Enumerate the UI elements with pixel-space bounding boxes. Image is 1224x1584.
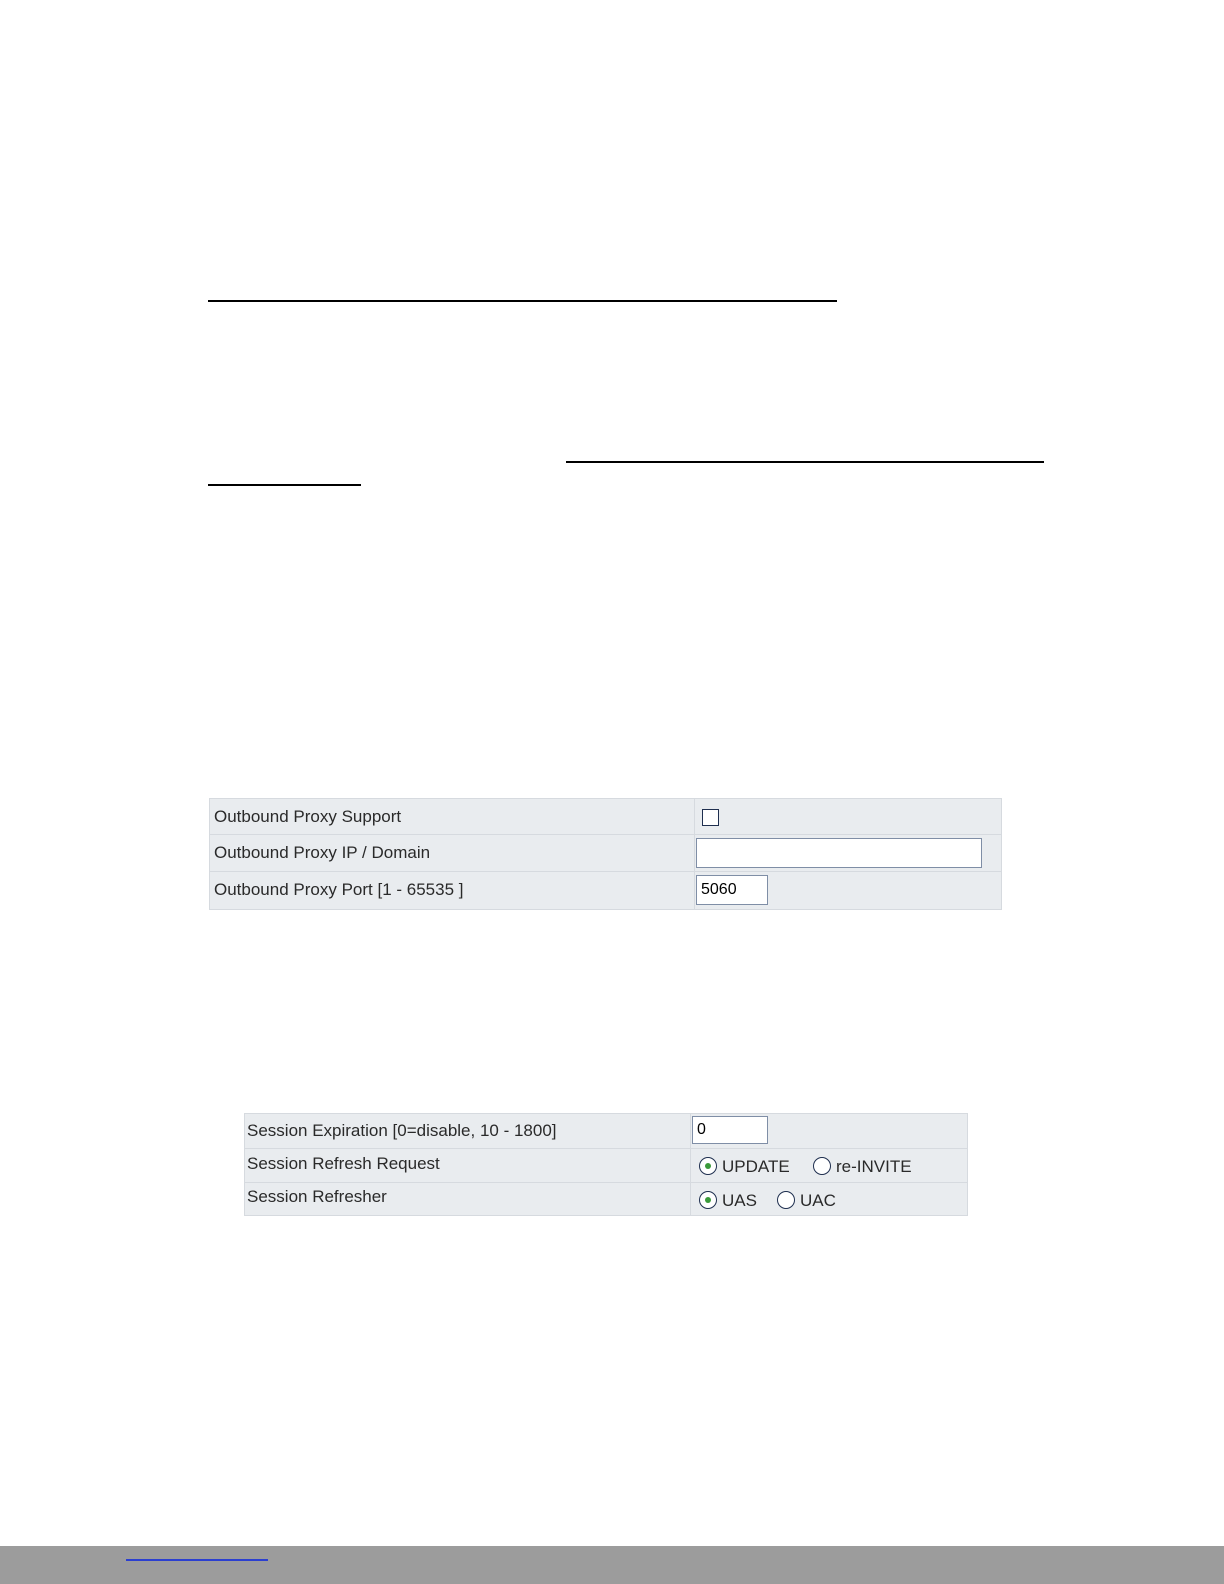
uac-radio-label: UAC <box>800 1191 836 1210</box>
uas-radio-label: UAS <box>722 1191 757 1210</box>
outbound-proxy-port-input[interactable] <box>696 875 768 905</box>
outbound-proxy-support-label: Outbound Proxy Support <box>214 807 402 826</box>
session-refresher-row <box>245 1183 967 1215</box>
outbound-proxy-port-label: Outbound Proxy Port [1 - 65535 ] <box>214 880 464 899</box>
outbound-proxy-support-row <box>210 799 1001 835</box>
underline-rule-3 <box>208 484 361 486</box>
outbound-proxy-ip-label: Outbound Proxy IP / Domain <box>214 843 431 862</box>
update-radio[interactable] <box>699 1157 717 1175</box>
uas-radio[interactable] <box>699 1191 717 1209</box>
outbound-proxy-ip-row <box>210 835 1001 872</box>
outbound-proxy-ip-input[interactable] <box>696 838 982 868</box>
outbound-proxy-port-row <box>210 872 1001 909</box>
footer-bar <box>0 1546 1224 1584</box>
re-invite-radio-label: re-INVITE <box>836 1157 912 1176</box>
session-expiration-row <box>245 1114 967 1149</box>
session-refresh-request-row <box>245 1149 967 1183</box>
session-expiration-input[interactable] <box>692 1116 768 1144</box>
session-refresher-label: Session Refresher <box>247 1187 387 1206</box>
underline-rule-1 <box>208 300 837 302</box>
underline-rule-2 <box>566 461 1044 463</box>
session-refresh-request-label: Session Refresh Request <box>247 1154 440 1173</box>
session-timer-panel <box>244 1113 968 1216</box>
update-radio-label: UPDATE <box>722 1157 790 1176</box>
re-invite-radio[interactable] <box>813 1157 831 1175</box>
outbound-proxy-panel <box>209 798 1002 910</box>
session-expiration-label: Session Expiration [0=disable, 10 - 1800] <box>247 1121 557 1140</box>
uac-radio[interactable] <box>777 1191 795 1209</box>
footer-link[interactable] <box>126 1559 268 1561</box>
outbound-proxy-support-checkbox[interactable] <box>702 809 719 826</box>
